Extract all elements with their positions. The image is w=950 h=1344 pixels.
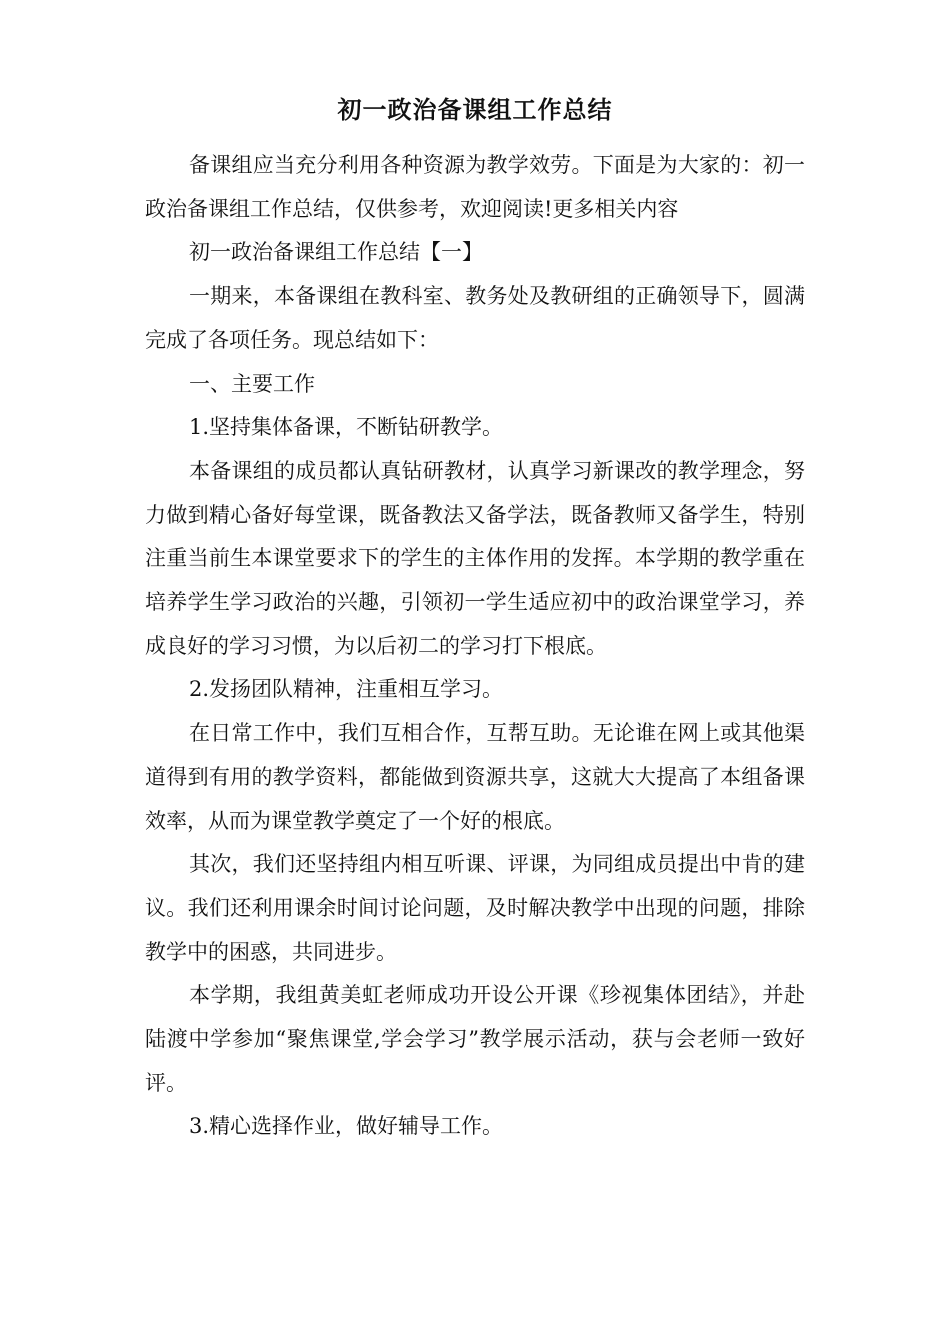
item-heading-1: 1.坚持集体备课，不断钻研教学。 (189, 415, 504, 440)
heading-main-work: 一、主要工作 (189, 371, 315, 396)
paragraph-overview: 一期来，本备课组在教科室、教务处及教研组的正确领导下，圆满完成了各项任务。现总结如下： (145, 284, 805, 352)
document-body (145, 144, 805, 1149)
paragraph-intro: 备课组应当充分利用各种资源为教学效劳。下面是为大家的：初一政治备课组工作总结，仅供参考，欢迎阅读!更多相关内容 (145, 153, 805, 221)
item-heading-2: 2.发扬团队精神，注重相互学习。 (189, 677, 504, 702)
document-title: 初一政治备课组工作总结 (337, 95, 613, 124)
paragraph-item-2b: 其次，我们还坚持组内相互听课、评课，为同组成员提出中肯的建议。我们还利用课余时间讨论问题，及时解决教学中出现的问题，排除教学中的困惑，共同进步。 (145, 852, 805, 964)
section-heading-part-one: 初一政治备课组工作总结【一】 (189, 240, 483, 265)
paragraph-item-2a: 在日常工作中，我们互相合作，互帮互助。无论谁在网上或其他渠道得到有用的教学资料，都能做到资源共享，这就大大提高了本组备课效率，从而为课堂教学奠定了一个好的根底。 (145, 721, 805, 833)
item-heading-3: 3.精心选择作业，做好辅导工作。 (189, 1114, 504, 1139)
paragraph-item-2c: 本学期，我组黄美虹老师成功开设公开课《珍视集体团结》，并赴陆渡中学参加“聚焦课堂,学会学习”教学展示活动，获与会老师一致好评。 (145, 983, 805, 1095)
paragraph-item-1: 本备课组的成员都认真钻研教材，认真学习新课改的教学理念，努力做到精心备好每堂课，既备教法又备学法，既备教师又备学生，特别注重当前生本课堂要求下的学生的主体作用的发挥。本学期的教学重在培养学生学习政治的兴趣，引领初一学生适应初中的政治课堂学习，养成良好的学习习惯，为以后初二的学习打下根底。 (145, 458, 805, 658)
